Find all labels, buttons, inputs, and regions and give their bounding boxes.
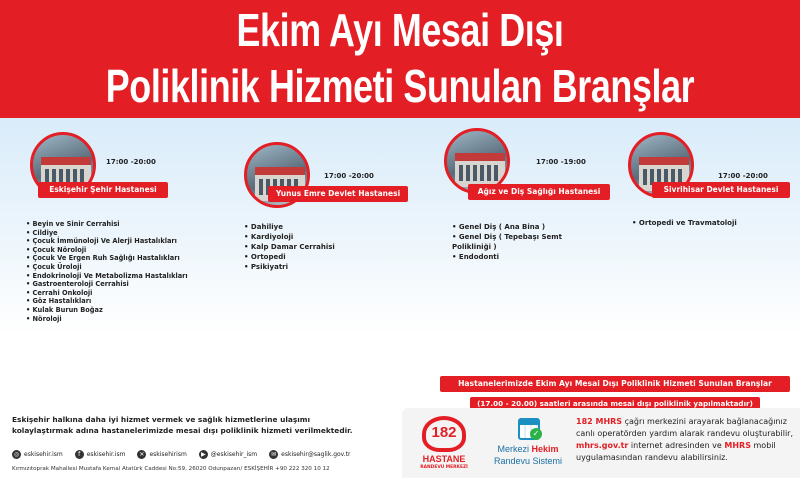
hours-label: 17:00 -20:00 (718, 172, 768, 180)
list-item: • Genel Diş ( Tepebaşı Semt Polikliniği ) (452, 232, 582, 252)
check-icon: ✓ (530, 428, 542, 440)
youtube-icon: ▶ (199, 450, 208, 459)
appointment-card (402, 408, 800, 478)
title-banner (0, 0, 800, 118)
mhrs-info-text: 182 MHRS çağrı merkezini arayarak bağlanacağınız canlı operatörden yardım alarak randevu oluşturabilir, mhrs.gov.tr internet adresinden ve MHRS mobil uygulamasından randevu alabilirsiniz. (576, 417, 793, 462)
social-label: eskisehir.ism (24, 451, 63, 458)
mhrs-logo (488, 416, 568, 474)
list-item: • Çocuk Ve Ergen Ruh Sağlığı Hastalıkları (26, 254, 188, 263)
logo-subtitle: RANDEVU MERKEZİ (420, 465, 468, 470)
mhrs-logo-line-1: Merkezi Hekim (497, 444, 559, 454)
hospital-name-badge: Eskişehir Şehir Hastanesi (38, 182, 168, 198)
instagram-icon: ◎ (13, 451, 20, 458)
hours-label: 17:00 -20:00 (106, 158, 156, 166)
social-x[interactable] (137, 450, 186, 459)
social-instagram[interactable] (12, 450, 63, 459)
list-item: • Göz Hastalıkları (26, 297, 188, 306)
x-icon: ✕ (139, 451, 145, 458)
list-item: • Endodonti (452, 252, 582, 262)
list-item: • Çocuk İmmünoloji Ve Alerji Hastalıkları (26, 237, 188, 246)
mail-icon: ✉ (271, 451, 277, 458)
social-label: eskisehir.ism (86, 451, 126, 458)
social-facebook[interactable] (75, 450, 126, 459)
social-youtube[interactable] (199, 450, 257, 459)
list-item: • Cildiye (26, 229, 188, 238)
social-label: eskisehir@saglik.gov.tr (281, 451, 351, 458)
social-mail[interactable] (269, 450, 350, 459)
mhrs-logo-line-2: Randevu Sistemi (493, 456, 563, 466)
department-list (632, 218, 737, 228)
notice-hours: (17.00 - 20.00) saatleri arasında mesai dışı poliklinik yapılmaktadır) (470, 397, 760, 411)
list-item: • Dahiliye (244, 222, 335, 232)
list-item: • Cerrahi Onkoloji (26, 289, 188, 298)
list-item: • Kulak Burun Boğaz (26, 306, 188, 315)
intro-text: Eskişehir halkına daha iyi hizmet vermek ve sağlık hizmetlerine ulaşımı kolaylaştırmak adına hastanelerimizde mesai dışı poliklinik hizmeti verilmektedir. (12, 415, 353, 435)
notice-title: Hastanelerimizde Ekim Ayı Mesai Dışı Poliklinik Hizmeti Sunulan Branşlar (440, 376, 790, 392)
social-label: @eskisehir_ism (210, 451, 258, 458)
list-item: • Çocuk Nöroloji (26, 246, 188, 255)
logo-title: HASTANE (422, 454, 466, 464)
title-line-1: Ekim Ayı Mesai Dışı (236, 4, 564, 56)
list-item: • Endokrinoloji Ve Metabolizma Hastalıkları (26, 272, 188, 281)
hospital-name-badge: Ağız ve Diş Sağlığı Hastanesi (468, 184, 610, 200)
list-item: • Ortopedi (244, 252, 335, 262)
title-line-2: Poliklinik Hizmeti Sunulan Branşlar (105, 60, 695, 112)
department-list (452, 222, 582, 262)
department-list (26, 220, 188, 323)
list-item: • Psikiyatri (244, 262, 335, 272)
list-item: • Gastroenteroloji Cerrahisi (26, 280, 188, 289)
social-links (12, 450, 351, 459)
list-item: • Genel Diş ( Ana Bina ) (452, 222, 582, 232)
hastane-randevu-logo (416, 416, 472, 472)
list-item: • Kardiyoloji (244, 232, 335, 242)
logo-number: 182 (431, 424, 457, 441)
address-line: Kırmızıtoprak Mahallesi Mustafa Kemal Atatürk Caddesi No:59, 26020 Odunpazarı/ ESKİŞEHİR +90 222 320 10 12 (12, 466, 330, 472)
hours-label: 17:00 -20:00 (324, 172, 374, 180)
hospital-name-badge: Sivrihisar Devlet Hastanesi (652, 182, 790, 198)
facebook-icon: f (75, 450, 84, 459)
notice-banner (440, 376, 790, 411)
poster (0, 118, 800, 478)
list-item: • Beyin ve Sinir Cerrahisi (26, 220, 188, 229)
department-list (244, 222, 335, 272)
hospital-name-badge: Yunus Emre Devlet Hastanesi (268, 186, 408, 202)
list-item: • Ortopedi ve Travmatoloji (632, 218, 737, 228)
list-item: • Çocuk Üroloji (26, 263, 188, 272)
list-item: • Nöroloji (26, 315, 188, 324)
list-item: • Kalp Damar Cerrahisi (244, 242, 335, 252)
hours-label: 17:00 -19:00 (536, 158, 586, 166)
social-label: eskisehirism (149, 451, 187, 458)
